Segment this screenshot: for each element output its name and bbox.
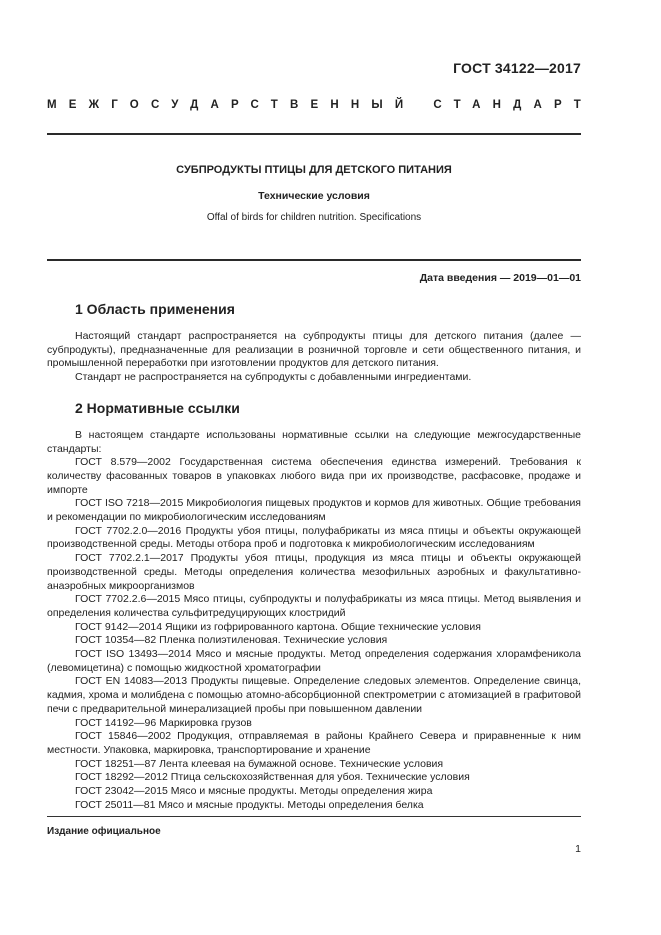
reference-item: ГОСТ EN 14083—2013 Продукты пищевые. Определение следовых элементов. Определение свинца, кадмия, хрома и молибдена с помощью атомно-абсорбционной спектрометрии с атомизацией в графитовой печи с предварительной минерализацией пробы при повышенном давлении: [47, 675, 581, 715]
reference-item: ГОСТ 10354—82 Пленка полиэтиленовая. Технические условия: [75, 634, 388, 647]
reference-item: ГОСТ 15846—2002 Продукция, отправляемая в районы Крайнего Севера и приравненные к ним местности. Упаковка, маркировка, транспортирование и хранение: [47, 730, 581, 756]
section-heading-references: 2 Нормативные ссылки: [75, 399, 240, 416]
scope-paragraph: Стандарт не распространяется на субпродукты с добавленными ингредиентами.: [75, 371, 472, 384]
reference-item: ГОСТ 8.579—2002 Государственная система обеспечения единства измерений. Требования к количеству фасованных товаров в упаковках любого вида при их производстве, расфасовке, продаже и импорте: [47, 456, 581, 496]
document-title: СУБПРОДУКТЫ ПТИЦЫ ДЛЯ ДЕТСКОГО ПИТАНИЯ: [176, 164, 452, 176]
interstate-standard-banner: [47, 99, 593, 111]
reference-item: ГОСТ 23042—2015 Мясо и мясные продукты. Методы определения жира: [75, 785, 433, 798]
scope-paragraph: Настоящий стандарт распространяется на субпродукты птицы для детского питания (далее — субпродукты), предназначенные для реализации в розничной торговле и сети общественного питания, и промышленной переработки при изготовлении продуктов для детского питания.: [47, 330, 581, 370]
english-title: Offal of birds for children nutrition. Specifications: [206, 212, 422, 223]
official-edition-label: Издание официальное: [47, 826, 161, 837]
gost-number: ГОСТ 34122—2017: [453, 60, 581, 76]
section-heading-scope: 1 Область применения: [75, 301, 235, 317]
reference-item: ГОСТ 7702.2.1—2017 Продукты убоя птицы, продукция из мяса птицы и объекты окружающей производственной среды. Методы определения количества мезофильных аэробных и факультативно-анаэробных микроорганизмов: [47, 552, 581, 592]
reference-item: ГОСТ ISO 13493—2014 Мясо и мясные продукты. Метод определения содержания хлорамфеникола (левомицетина) с помощью жидкостной хроматографии: [47, 648, 581, 674]
page-number: 1: [575, 843, 581, 855]
top-divider: [47, 133, 581, 135]
document-subtitle: Технические условия: [258, 190, 370, 202]
title-divider: [47, 259, 581, 261]
standard-word: СТАНДАРТ: [433, 99, 593, 111]
reference-item: ГОСТ 18292—2012 Птица сельскохозяйственная для убоя. Технические условия: [75, 771, 470, 784]
document-body: [47, 300, 581, 813]
reference-item: ГОСТ 7702.2.6—2015 Мясо птицы, субпродукты и полуфабрикаты из мяса птицы. Метод выявления и определения количества сульфитредуцирующих клостридий: [47, 593, 581, 619]
reference-item: ГОСТ ISO 7218—2015 Микробиология пищевых продуктов и кормов для животных. Общие требования и рекомендации по микробиологическим исследованиям: [47, 497, 581, 524]
reference-item: ГОСТ 7702.2.0—2016 Продукты убоя птицы, полуфабрикаты из мяса птицы и объекты окружающей производственной среды. Методы отбора проб и подготовка к микробиологическим исследованиям: [47, 524, 581, 551]
reference-item: ГОСТ 18251—87 Лента клеевая на бумажной основе. Технические условия: [75, 757, 444, 770]
reference-item: ГОСТ 14192—96 Маркировка грузов: [75, 716, 252, 729]
interstate-word: МЕЖГОСУДАРСТВЕННЫЙ: [47, 99, 416, 111]
reference-item: ГОСТ 9142—2014 Ящики из гофрированного картона. Общие технические условия: [75, 620, 481, 633]
references-intro: В настоящем стандарте использованы нормативные ссылки на следующие межгосударственные стандарты:: [47, 428, 581, 455]
footer-divider: [47, 816, 581, 817]
introduction-date: Дата введения — 2019—01—01: [419, 272, 581, 284]
reference-item: ГОСТ 25011—81 Мясо и мясные продукты. Методы определения белка: [75, 798, 424, 811]
